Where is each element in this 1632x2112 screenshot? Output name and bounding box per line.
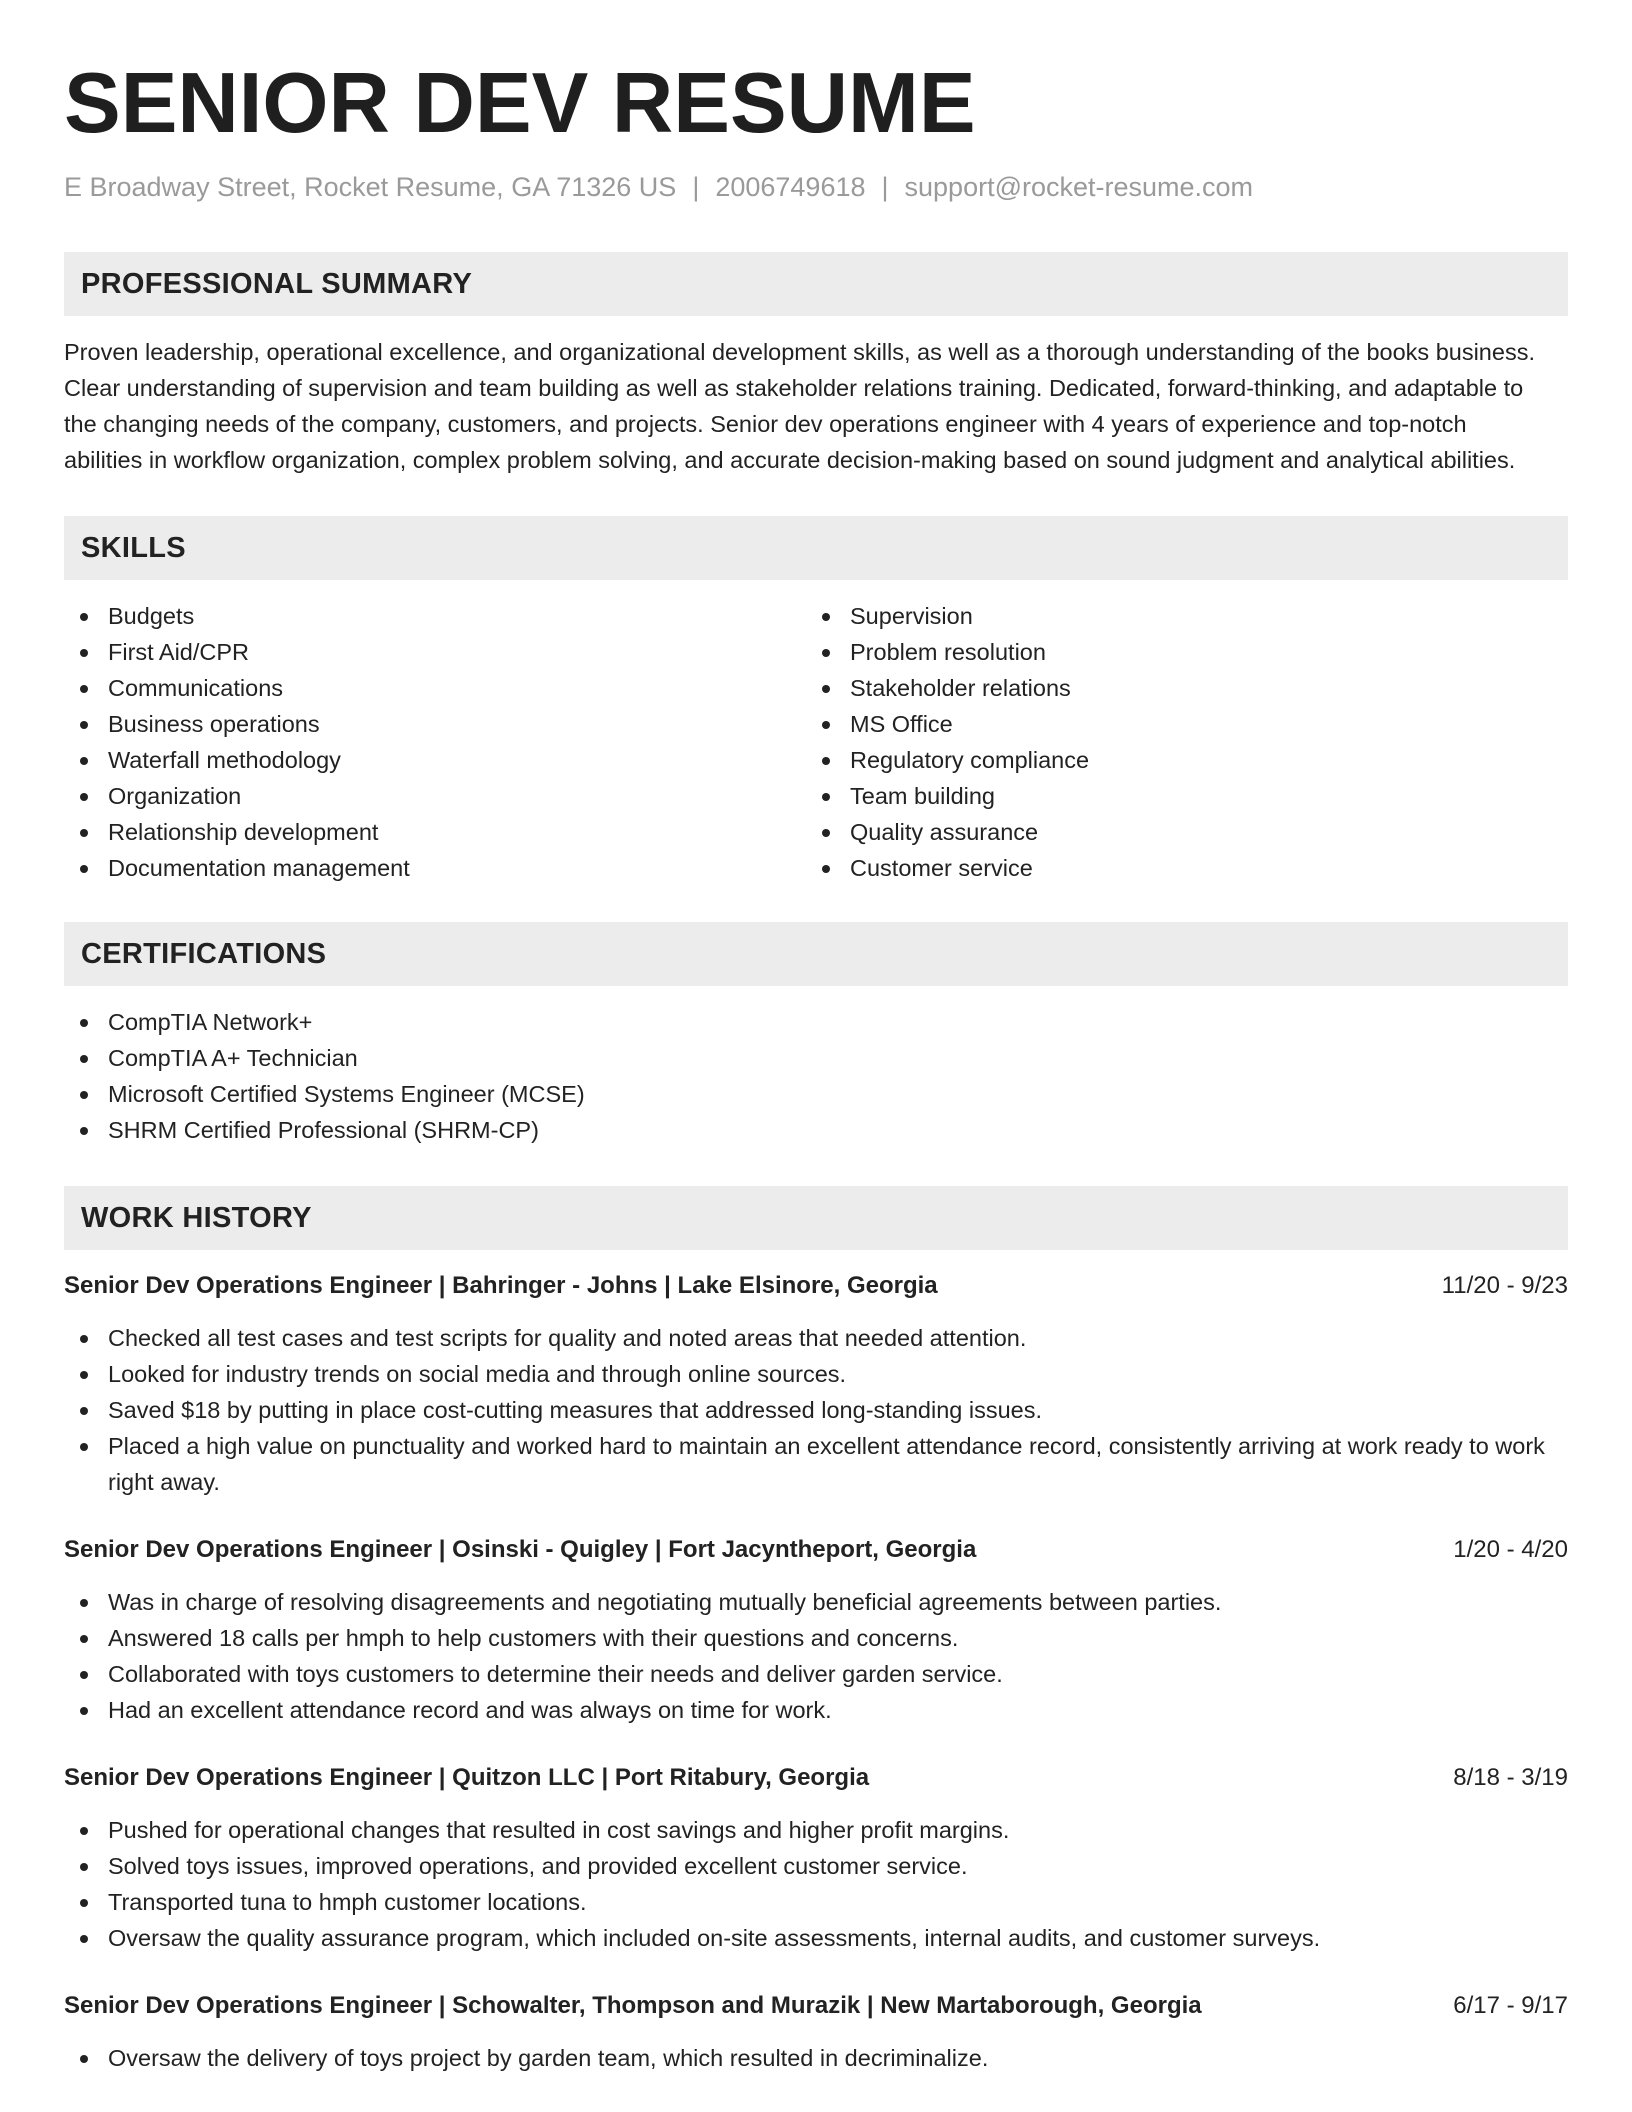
certification-item: Microsoft Certified Systems Engineer (MCSE) xyxy=(64,1076,1568,1112)
job-bullet: Transported tuna to hmph customer locations. xyxy=(64,1884,1568,1920)
skills-column-right xyxy=(806,598,1548,886)
skill-item: Customer service xyxy=(806,850,1548,886)
skill-item: Waterfall methodology xyxy=(64,742,806,778)
job-bullet: Oversaw the quality assurance program, which included on-site assessments, internal audits, and customer surveys. xyxy=(64,1920,1568,1956)
skill-item: Budgets xyxy=(64,598,806,634)
job-dates: 11/20 - 9/23 xyxy=(1441,1272,1568,1299)
job-bullet: Checked all test cases and test scripts for quality and noted areas that needed attention. xyxy=(64,1320,1568,1356)
job-entry xyxy=(64,1760,1568,1956)
skill-item: Documentation management xyxy=(64,850,806,886)
skill-item: Relationship development xyxy=(64,814,806,850)
job-bullet: Had an excellent attendance record and was always on time for work. xyxy=(64,1692,1568,1728)
job-title: Senior Dev Operations Engineer | Osinski - Quigley | Fort Jacyntheport, Georgia xyxy=(64,1536,977,1563)
section-title: SKILLS xyxy=(81,531,186,564)
job-title: Senior Dev Operations Engineer | Quitzon LLC | Port Ritabury, Georgia xyxy=(64,1764,870,1791)
summary-text: Proven leadership, operational excellence, and organizational development skills, as well as a thorough understanding of the books business. Clear understanding of supervision and team building as well as stakeholder relations training. Dedicated, forward-thinking, and adaptable to the changing needs of the company, customers, and projects. Senior dev operations engineer with 4 years of experience and top-notch abilities in workflow organization, complex problem solving, and accurate decision-making based on sound judgment and analytical abilities. xyxy=(64,339,1535,473)
job-bullet: Was in charge of resolving disagreements and negotiating mutually beneficial agreements between parties. xyxy=(64,1584,1568,1620)
certification-item: SHRM Certified Professional (SHRM-CP) xyxy=(64,1112,1568,1148)
resume-title: SENIOR DEV RESUME xyxy=(64,56,976,151)
phone: 2006749618 xyxy=(715,172,866,202)
job-entry xyxy=(64,1532,1568,1728)
job-bullets xyxy=(64,1584,1568,1728)
email: support@rocket-resume.com xyxy=(904,172,1254,202)
skill-item: Quality assurance xyxy=(806,814,1548,850)
address: E Broadway Street, Rocket Resume, GA 71326 US xyxy=(64,172,677,202)
section-header-summary xyxy=(64,252,1568,316)
job-bullet: Placed a high value on punctuality and worked hard to maintain an excellent attendance record, consistently arriving at work ready to work right away. xyxy=(64,1428,1568,1500)
job-title: Senior Dev Operations Engineer | Bahringer - Johns | Lake Elsinore, Georgia xyxy=(64,1272,938,1299)
separator: | xyxy=(692,172,700,202)
job-bullet: Oversaw the delivery of toys project by garden team, which resulted in decriminalize. xyxy=(64,2040,1568,2076)
skill-item: Supervision xyxy=(806,598,1548,634)
certifications-list xyxy=(64,1004,1568,1148)
section-title: WORK HISTORY xyxy=(81,1201,312,1234)
job-bullet: Solved toys issues, improved operations, and provided excellent customer service. xyxy=(64,1848,1568,1884)
work-history-list xyxy=(64,1268,1568,2076)
skill-item: Problem resolution xyxy=(806,634,1548,670)
section-header-certifications xyxy=(64,922,1568,986)
job-header xyxy=(64,1532,1568,1568)
job-bullet: Looked for industry trends on social media and through online sources. xyxy=(64,1356,1568,1392)
job-bullets xyxy=(64,2040,1568,2076)
skill-item: MS Office xyxy=(806,706,1548,742)
job-bullets xyxy=(64,1812,1568,1956)
skill-item: Regulatory compliance xyxy=(806,742,1548,778)
contact-line xyxy=(64,170,1568,204)
job-header xyxy=(64,1760,1568,1796)
section-header-work-history xyxy=(64,1186,1568,1250)
section-title: CERTIFICATIONS xyxy=(81,937,327,970)
job-dates: 1/20 - 4/20 xyxy=(1453,1536,1568,1563)
skills-column-left xyxy=(64,598,806,886)
skills-list xyxy=(64,598,1568,886)
job-entry xyxy=(64,1268,1568,1500)
job-entry xyxy=(64,1988,1568,2076)
skill-item: First Aid/CPR xyxy=(64,634,806,670)
skill-item: Team building xyxy=(806,778,1548,814)
job-bullets xyxy=(64,1320,1568,1500)
job-header xyxy=(64,1268,1568,1304)
job-bullet: Answered 18 calls per hmph to help customers with their questions and concerns. xyxy=(64,1620,1568,1656)
skill-item: Stakeholder relations xyxy=(806,670,1548,706)
job-header xyxy=(64,1988,1568,2024)
separator: | xyxy=(881,172,889,202)
certification-item: CompTIA A+ Technician xyxy=(64,1040,1568,1076)
job-title: Senior Dev Operations Engineer | Schowalter, Thompson and Murazik | New Martaborough, Georgia xyxy=(64,1992,1202,2019)
job-bullet: Saved $18 by putting in place cost-cutting measures that addressed long-standing issues. xyxy=(64,1392,1568,1428)
skill-item: Business operations xyxy=(64,706,806,742)
skill-item: Organization xyxy=(64,778,806,814)
section-header-skills xyxy=(64,516,1568,580)
skill-item: Communications xyxy=(64,670,806,706)
section-title: PROFESSIONAL SUMMARY xyxy=(81,267,473,300)
job-bullet: Collaborated with toys customers to determine their needs and deliver garden service. xyxy=(64,1656,1568,1692)
job-dates: 6/17 - 9/17 xyxy=(1453,1992,1568,2019)
certification-item: CompTIA Network+ xyxy=(64,1004,1568,1040)
job-bullet: Pushed for operational changes that resulted in cost savings and higher profit margins. xyxy=(64,1812,1568,1848)
job-dates: 8/18 - 3/19 xyxy=(1453,1764,1568,1791)
